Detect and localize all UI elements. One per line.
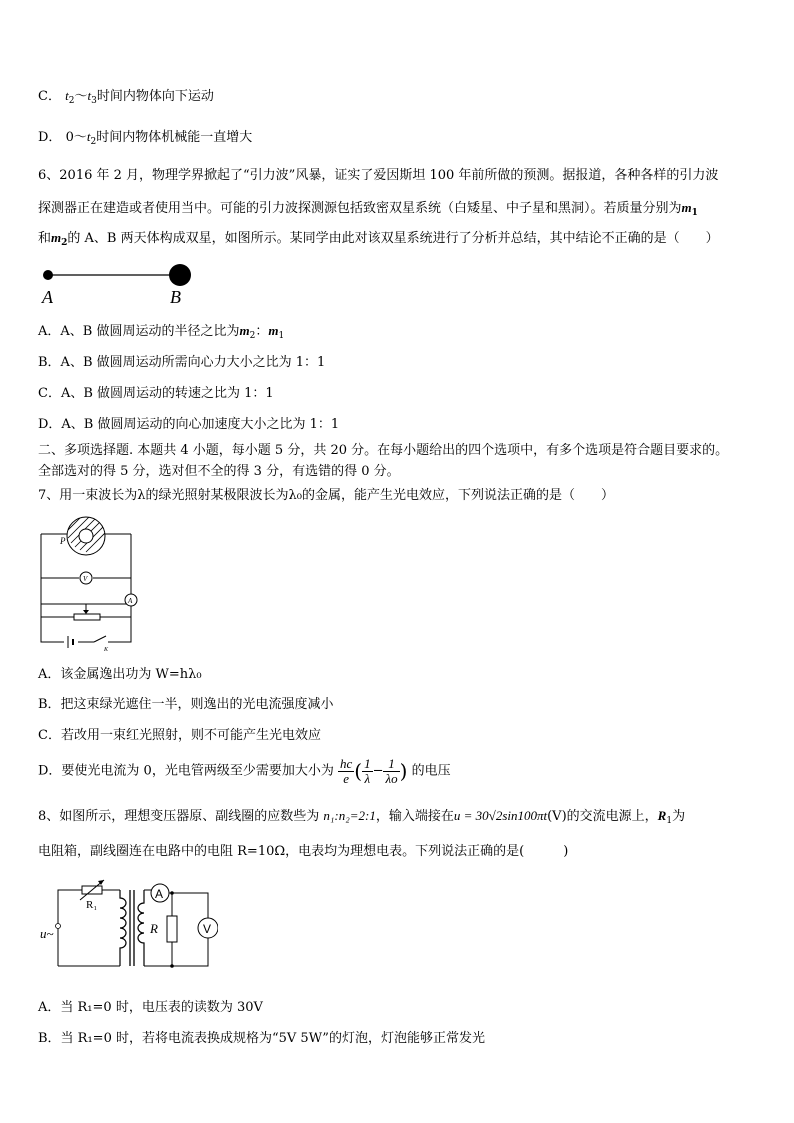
- q5-option-c: C． $t_2\sim t_3$时间内物体向下运动: [38, 88, 214, 106]
- svg-text:K: K: [104, 647, 109, 652]
- star-b-dot: [169, 264, 191, 286]
- svg-text:R₁: R₁: [86, 899, 98, 911]
- section2-line2: 全部选对的得 5 分，选对但不全的得 3 分，有选错的得 0 分。: [38, 464, 400, 479]
- svg-text:V: V: [203, 922, 212, 936]
- svg-text:A: A: [128, 597, 133, 605]
- label-b: B: [170, 287, 181, 307]
- svg-text:V: V: [83, 575, 88, 583]
- q6-stem-line1: 6、2016 年 2 月，物理学界掀起了“引力波”风暴，证实了爱因斯坦 100 年前所做的预测。据报道，各种各样的引力波: [38, 168, 719, 183]
- svg-text:P: P: [60, 536, 66, 546]
- q6-stem-line2: 探测器正在建造或者使用当中。可能的引力波探测源包括致密双星系统（白矮星、中子星和黑洞）。若质量分别为$m_1$: [38, 200, 698, 218]
- q6-stem-line3: 和$m_2$的 A、B 两天体构成双星，如图所示。某同学由此对该双星系统进行了分析并总结，其中结论不正确的是（ ）: [38, 230, 719, 248]
- svg-text:A: A: [155, 887, 164, 901]
- q8-option-a: A．当 R₁=0 时，电压表的读数为 30V: [38, 1000, 263, 1015]
- binary-star-figure: [36, 258, 206, 308]
- q6-option-b: B．A、B 做圆周运动所需向心力大小之比为 1：1: [38, 355, 326, 370]
- q7-option-a: A．该金属逸出功为 W=hλ₀: [38, 667, 202, 682]
- q8-stem-line2: 电阻箱，副线圈连在电路中的电阻 R=10Ω，电表均为理想电表。下列说法正确的是( ): [38, 844, 569, 859]
- transformer-circuit-figure: [38, 878, 218, 976]
- secondary-coil: [138, 890, 144, 966]
- q7-option-c: C．若改用一束红光照射，则不可能产生光电效应: [38, 728, 321, 743]
- svg-text:R: R: [150, 921, 158, 936]
- formula-hc-over-e: $\frac{hc}{e}$: [339, 755, 353, 786]
- q8-stem-line1: 8、如图所示，理想变压器原、副线圈的应数些为 n₁:n₂=2:1，输入端接在u = 30√2sin100πt(V)的交流电源上，$R_1$为: [38, 808, 686, 826]
- star-a-dot: [43, 270, 53, 280]
- q7-stem: 7、用一束波长为λ的绿光照射某极限波长为λ₀的金属，能产生光电效应，下列说法正确的是（ ）: [38, 488, 614, 503]
- q6-option-c: C．A、B 做圆周运动的转速之比为 1：1: [38, 386, 274, 401]
- q7-option-d: D．要使光电流为 0，光电管两级至少需要加大小为 $\frac{hc}{e}$ ( $\frac{1}{\lambda}$ − $\frac{1}{\lambda o}$ ) 的电压: [38, 755, 451, 786]
- q5-option-d: D． $0\sim t_2$时间内物体机械能一直增大: [38, 129, 253, 147]
- q7-option-b: B．把这束绿光遮住一半，则逸出的光电流强度减小: [38, 697, 334, 712]
- q6-option-d: D．A、B 做圆周运动的向心加速度大小之比为 1：1: [38, 417, 340, 432]
- ac-source-icon: u~: [40, 926, 54, 941]
- q8-option-b: B．当 R₁=0 时，若将电流表换成规格为“5V 5W”的灯泡，灯泡能够正常发光: [38, 1031, 485, 1046]
- primary-coil: [120, 890, 126, 966]
- q6-option-a: A．A、B 做圆周运动的半径之比为$m_2$：$m_1$: [38, 323, 285, 341]
- resistor-r: [167, 916, 177, 942]
- rheostat-icon: [74, 614, 100, 620]
- label-a: A: [42, 287, 53, 307]
- photoelectric-circuit-figure: [36, 512, 146, 652]
- section2-line1: 二、多项选择题. 本题共 4 小题，每小题 5 分，共 20 分。在每小题给出的四个选项中，有多个选项是符合题目要求的。: [38, 443, 729, 458]
